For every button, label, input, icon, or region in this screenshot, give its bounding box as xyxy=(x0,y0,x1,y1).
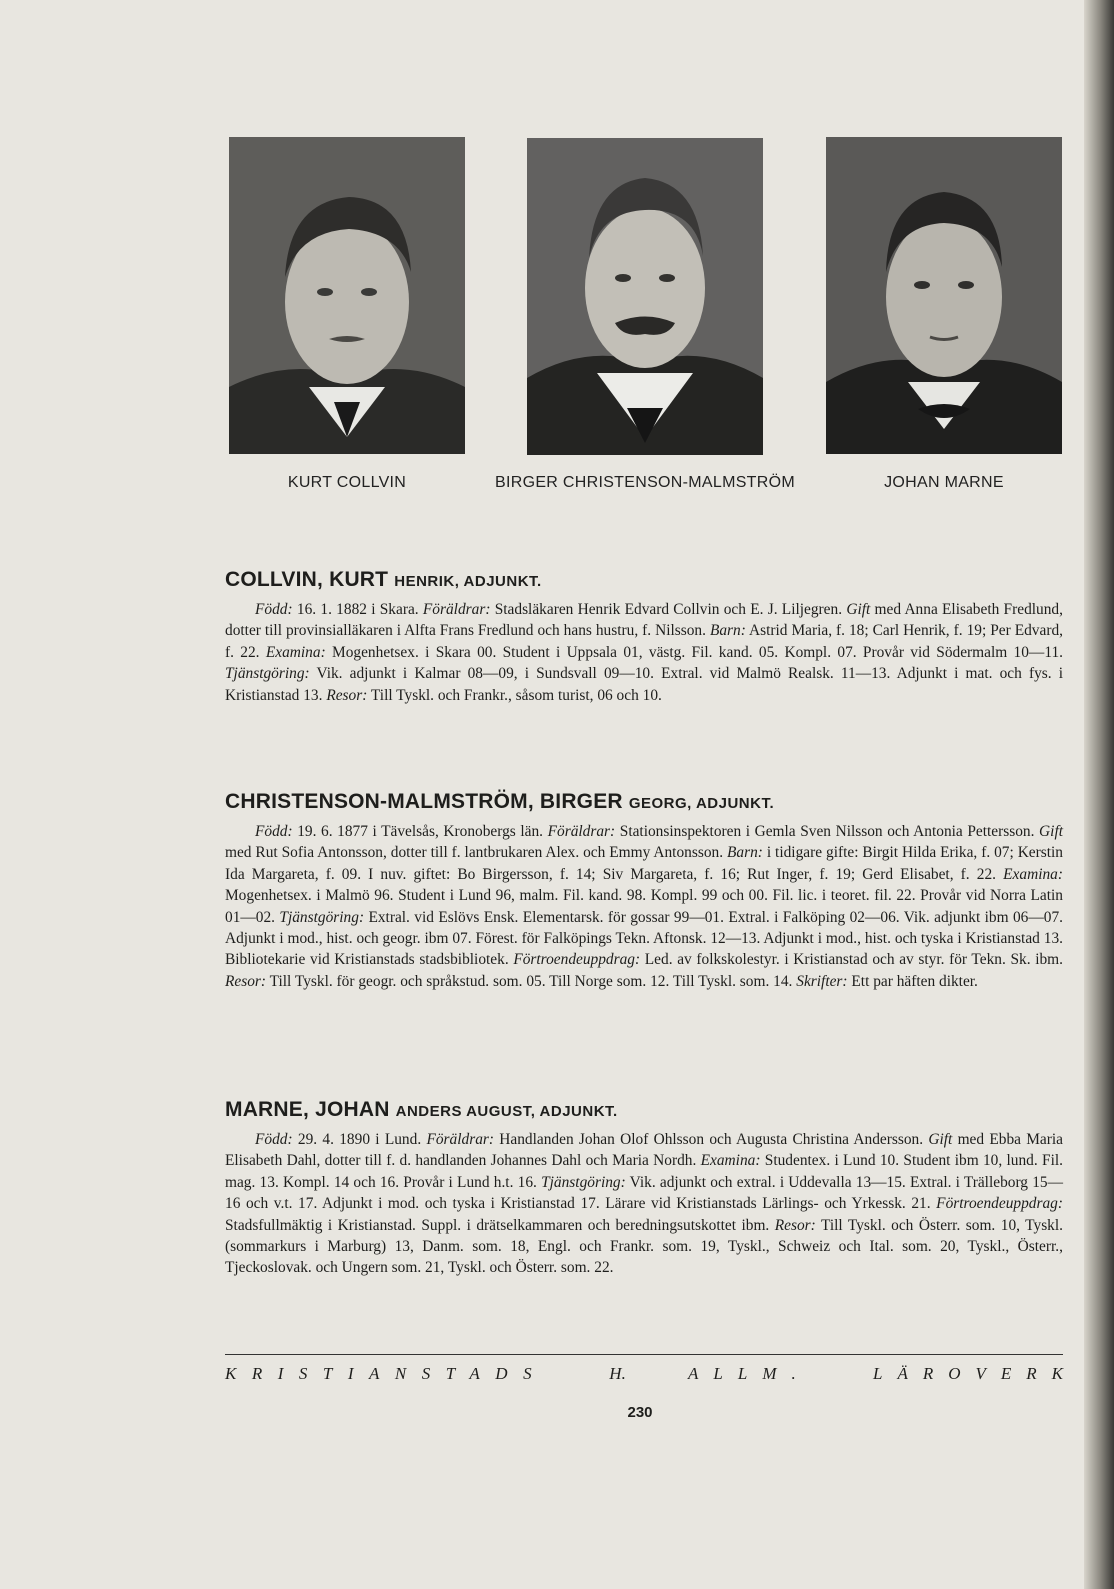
field-label: Född: xyxy=(255,823,293,840)
field-label: Född: xyxy=(255,1131,293,1148)
footer-word: KRISTIANSTADS xyxy=(225,1364,548,1383)
footer-school xyxy=(225,1364,1078,1384)
portrait-caption: KURT COLLVIN xyxy=(287,474,407,491)
field-text: Vik. adjunkt i Kalmar 08—09, i Sundsvall 09—10. Extral. vid Malmö Realsk. 11—13. Adjunkt i mat. och fys. i Kristianstad 13. xyxy=(225,665,1063,704)
entry-surname: COLLVIN, KURT xyxy=(225,568,389,591)
field-text: 19. 6. 1877 i Tävelsås, Kronobergs län. xyxy=(292,823,548,840)
field-text: Astrid Maria, f. 18; Carl Henrik, f. 19; Per Edvard, f. 22. xyxy=(225,622,1063,661)
page-number: 230 xyxy=(627,1404,653,1421)
field-text: Till Tyskl. för geogr. och språkstud. som. 05. Till Norge som. 12. Till Tyskl. som. 14. xyxy=(266,972,797,990)
footer-word: H. xyxy=(609,1364,626,1383)
field-text: med Anna Elisabeth Fredlund, dotter till provinsialläkaren i Alfta Frans Fredlund och hans hustru, f. Nilsson. xyxy=(225,601,1063,640)
field-text: med Ebba Maria Elisabeth Dahl, dotter till f. d. handlanden Johannes Dahl och Maria Nordh. xyxy=(225,1131,1063,1170)
field-text: Mogenhetsex. i Malmö 96. Student i Lund 96, malm. Fil. kand. 98. Kompl. 99 och 00. Fil. lic. i teoret. fil. 22. Provår vid Norra Latin 01—02. xyxy=(225,887,1063,926)
entry-title: GEORG, ADJUNKT. xyxy=(628,795,775,812)
footer-rule xyxy=(225,1354,1063,1355)
portrait-photo-icon xyxy=(826,137,1062,454)
entry-heading xyxy=(225,790,1063,814)
field-text: Mogenhetsex. i Skara 00. Student i Uppsala 01, västg. Fil. kand. 05. Kompl. 07. Provår vid Södermalm 10—11. xyxy=(325,643,1063,661)
field-label: Föräldrar: xyxy=(426,1131,495,1148)
footer-word: ALLM. xyxy=(688,1364,811,1383)
field-text: i tidigare gifte: Birgit Hilda Erika, f. 07; Kerstin Ida Margareta, f. 09. I nuv. giftet: Bo Birgersson, f. 14; Siv Margareta, f. 16; Rut Inger, f. 19; Gerd Elisabet, f. 22. xyxy=(225,844,1064,883)
field-text: Stadsfullmäktig i Kristianstad. Suppl. i drätselkammaren och beredningsutskottet ibm. xyxy=(225,1216,775,1234)
portrait-photo-icon xyxy=(229,137,465,454)
field-text: Extral. vid Eslövs Ensk. Elementarsk. för gossar 99—01. Extral. i Falköping 02—06. Vik. adjunkt ibm 06—07. Adjunkt i mod., hist. och geogr. ibm 07. Förest. för Falköpings Tekn. Aftonsk. 12—13. Adjunkt i mod., hist. och tyska i Kristianstad 13. Bibliotekarie vid Kristianstads stadsbibliotek. xyxy=(225,908,1063,969)
field-text: 29. 4. 1890 i Lund. xyxy=(292,1131,427,1148)
entry-heading xyxy=(225,568,1063,592)
entry-surname: CHRISTENSON-MALMSTRÖM, BIRGER xyxy=(225,790,623,813)
field-label: Gift xyxy=(1039,823,1063,840)
field-text: Ett par häften dikter. xyxy=(847,972,978,990)
field-label: Gift xyxy=(846,601,871,618)
biography-entry xyxy=(225,568,1063,706)
field-label: Barn: xyxy=(727,844,763,862)
field-label: Barn: xyxy=(709,622,746,640)
entry-body xyxy=(225,599,1063,706)
field-label: Examina: xyxy=(700,1152,761,1170)
biography-entry xyxy=(225,1098,1063,1279)
field-label: Examina: xyxy=(265,643,326,661)
field-label: Resor: xyxy=(225,972,267,990)
portrait-caption: JOHAN MARNE xyxy=(884,474,1004,491)
entry-surname: MARNE, JOHAN xyxy=(225,1098,390,1121)
field-text: Studentex. i Lund 10. Student ibm 10, lund. Fil. mag. 13. Kompl. 14 och 16. Provår i Lund h.t. 16. xyxy=(225,1152,1063,1191)
field-text: Led. av folkskolestyr. i Kristianstad och av styr. för Tekn. Sk. ibm. xyxy=(640,951,1063,969)
field-text: Stadsläkaren Henrik Edvard Collvin och E. J. Liljegren. xyxy=(490,601,847,618)
field-text: Stationsinspektoren i Gemla Sven Nilsson och Antonia Pettersson. xyxy=(615,823,1040,840)
field-label: Examina: xyxy=(1003,865,1063,883)
field-text: 16. 1. 1882 i Skara. xyxy=(292,601,423,618)
field-text: Handlanden Johan Olof Ohlsson och Augusta Christina Andersson. xyxy=(494,1131,929,1148)
field-label: Föräldrar: xyxy=(547,823,616,840)
footer-word: LÄROVERK xyxy=(872,1364,1078,1383)
entry-body xyxy=(225,821,1063,992)
page-edge xyxy=(1084,0,1114,1589)
field-text: Till Tyskl. och Frankr., såsom turist, 06 och 10. xyxy=(367,686,662,704)
field-label: Tjänstgöring: xyxy=(225,665,310,683)
biography-entry xyxy=(225,790,1063,992)
entry-body xyxy=(225,1129,1063,1279)
field-text: Till Tyskl. och Österr. som. 10, Tyskl. (sommarkurs i Marburg) 13, Danm. som. 18, Engl. och Frankr. som. 19, Tyskl., Schweiz och Ital. som. 20, Tyskl., Österr., Tjeckoslovak. och Ungern som. 21, Tyskl. och Österr. som. 22. xyxy=(225,1216,1064,1277)
field-text: med Rut Sofia Antonsson, dotter till f. lantbrukaren Alex. och Emmy Antonsson. xyxy=(225,844,727,862)
field-label: Förtroendeuppdrag: xyxy=(936,1195,1063,1213)
portrait-caption: BIRGER CHRISTENSON-MALMSTRÖM xyxy=(495,474,795,491)
field-label: Skrifter: xyxy=(796,972,848,990)
field-label: Resor: xyxy=(326,686,368,704)
portrait-christenson-malmstrom xyxy=(527,138,763,455)
field-label: Föräldrar: xyxy=(422,601,491,618)
field-label: Född: xyxy=(255,601,293,618)
field-label: Tjänstgöring: xyxy=(279,908,365,926)
portrait-collvin xyxy=(229,137,465,454)
entry-title: ANDERS AUGUST, ADJUNKT. xyxy=(395,1103,618,1120)
portrait-photo-icon xyxy=(527,138,763,455)
field-label: Resor: xyxy=(774,1216,816,1234)
field-label: Gift xyxy=(928,1131,953,1148)
portrait-marne xyxy=(826,137,1062,454)
entry-heading xyxy=(225,1098,1063,1122)
field-text: Vik. adjunkt och extral. i Uddevalla 13—15. Extral. i Trälleborg 15—16 och v.t. 17. Adjunkt i mod. och tyska i Kristianstad 17. Lärare vid Kristianstads Lärlings- och Yrkessk. 21. xyxy=(225,1173,1063,1213)
entry-title: HENRIK, ADJUNKT. xyxy=(394,573,542,590)
field-label: Tjänstgöring: xyxy=(541,1173,626,1191)
field-label: Förtroendeuppdrag: xyxy=(513,951,641,969)
